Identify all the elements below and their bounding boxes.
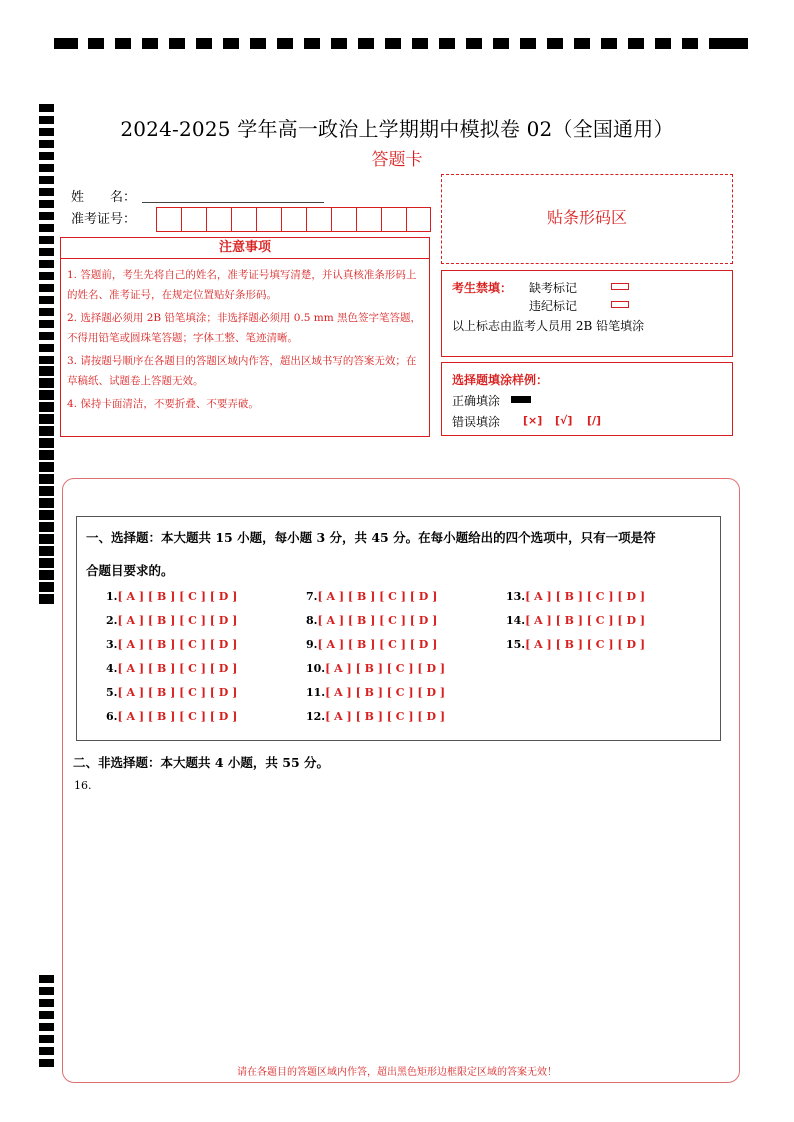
timing-mark [682,38,698,49]
timing-mark [39,510,54,518]
timing-mark [39,975,54,983]
name-label: 姓 名： [71,190,137,205]
timing-mark [709,38,725,49]
timing-mark [39,188,54,196]
question-16-label: 16. [74,779,92,792]
notice-item: 1. 答题前，考生先将自己的姓名，准考证号填写清楚，并认真核准条形码上的姓名、准考证号，在规定位置贴好条形码。 [67,269,417,301]
timing-mark [39,356,54,364]
timing-mark [493,38,509,49]
examiner-only-title: 考生禁填： [452,281,513,295]
timing-mark [39,558,54,566]
timing-mark [250,38,266,49]
wrong-fill-check: [√] [555,414,573,427]
timing-mark [39,366,54,374]
answer-card-subtitle: 答题卡 [371,150,423,170]
timing-mark [39,378,54,386]
timing-mark [39,1011,54,1019]
timing-mark [39,1023,54,1031]
notice-item: 2. 选择题必须用 2B 铅笔填涂；非选择题必须用 0.5 mm 黑色签字笔答题，不得用铅笔或圆珠笔答题；字体工整、笔迹清晰。 [67,312,422,344]
choice-row-11[interactable]: 11.[ A ] [ B ] [ C ] [ D ] [306,686,446,699]
timing-mark [39,546,54,554]
wrong-fill-slash: [/] [587,414,602,427]
timing-mark [39,570,54,578]
timing-mark [39,248,54,256]
id-digit-box[interactable] [231,207,256,232]
notice-box [60,259,430,437]
footer-warning: 请在各题目的答题区域内作答，超出黑色矩形边框限定区域的答案无效！ [237,1067,557,1078]
timing-mark [39,1035,54,1043]
timing-mark [39,212,54,220]
choice-row-14[interactable]: 14.[ A ] [ B ] [ C ] [ D ] [506,614,646,627]
timing-mark [39,534,54,542]
timing-mark [304,38,320,49]
timing-mark [39,296,54,304]
timing-mark [196,38,212,49]
timing-mark [115,38,131,49]
id-digit-box[interactable] [206,207,231,232]
timing-mark [88,38,104,49]
exam-id-boxes[interactable] [156,207,431,232]
timing-mark [39,308,54,316]
id-digit-box[interactable] [256,207,281,232]
timing-mark [601,38,617,49]
section1-heading-line1: 一、选择题：本大题共 15 小题，每小题 3 分，共 45 分。在每小题给出的四个选项中，只有一项是符 [86,530,656,545]
section2-heading: 二、非选择题：本大题共 4 小题，共 55 分。 [73,755,330,770]
timing-mark [39,582,54,590]
timing-mark [39,224,54,232]
timing-mark [39,320,54,328]
wrong-fill-label: 错误填涂 [452,415,501,429]
barcode-area: 贴条形码区 [441,174,733,264]
notice-heading: 注意事项 [60,237,430,259]
examiner-note: 以上标志由监考人员用 2B 铅笔填涂 [452,319,645,333]
choice-row-6[interactable]: 6.[ A ] [ B ] [ C ] [ D ] [106,710,238,723]
timing-mark [39,498,54,506]
timing-mark [466,38,482,49]
choice-row-5[interactable]: 5.[ A ] [ B ] [ C ] [ D ] [106,686,238,699]
timing-mark [39,999,54,1007]
question-16-answer-area[interactable] [74,796,724,1058]
timing-mark [39,486,54,494]
id-digit-box[interactable] [306,207,331,232]
timing-mark [223,38,239,49]
choice-row-15[interactable]: 15.[ A ] [ B ] [ C ] [ D ] [506,638,646,651]
timing-mark [54,38,78,49]
correct-fill-label: 正确填涂 [452,394,501,408]
multiple-choice-box [76,516,721,741]
id-digit-box[interactable] [281,207,306,232]
timing-mark [628,38,644,49]
id-digit-box[interactable] [156,207,181,232]
section1-heading-line2: 合题目要求的。 [86,563,174,578]
timing-mark [39,176,54,184]
timing-mark [39,236,54,244]
timing-mark [439,38,455,49]
timing-mark [574,38,590,49]
choice-row-8[interactable]: 8.[ A ] [ B ] [ C ] [ D ] [306,614,438,627]
id-digit-box[interactable] [381,207,406,232]
choice-row-10[interactable]: 10.[ A ] [ B ] [ C ] [ D ] [306,662,446,675]
violation-mark-label: 违纪标记 [529,299,578,313]
absent-mark-box[interactable] [611,283,629,290]
exam-id-label: 准考证号： [71,212,137,227]
timing-mark [169,38,185,49]
choice-row-13[interactable]: 13.[ A ] [ B ] [ C ] [ D ] [506,590,646,603]
timing-mark [39,284,54,292]
id-digit-box[interactable] [331,207,356,232]
id-digit-box[interactable] [181,207,206,232]
timing-mark [39,272,54,280]
choice-row-7[interactable]: 7.[ A ] [ B ] [ C ] [ D ] [306,590,438,603]
timing-mark [39,438,54,446]
top-timing-marks [54,38,748,50]
timing-mark [655,38,671,49]
notice-item: 4. 保持卡面清洁，不要折叠、不要弄破。 [67,398,259,410]
timing-mark [39,1047,54,1055]
exam-title: 2024-2025 学年高一政治上学期期中模拟卷 02（全国通用） [120,117,674,141]
timing-mark [385,38,401,49]
notice-item: 3. 请按题号顺序在各题目的答题区域内作答，超出区域书写的答案无效；在草稿纸、试题卷上答题无效。 [67,355,417,387]
name-field[interactable] [142,202,324,203]
timing-mark [39,522,54,530]
timing-mark [39,450,54,458]
timing-mark [39,462,54,470]
timing-mark [39,594,54,602]
timing-mark [39,414,54,422]
fill-sample-title: 选择题填涂样例： [452,373,549,387]
timing-mark [331,38,347,49]
timing-mark [39,402,54,410]
timing-mark [547,38,563,49]
timing-mark [39,474,54,482]
timing-mark [39,390,54,398]
timing-mark [39,344,54,352]
timing-mark [520,38,536,49]
choice-row-9[interactable]: 9.[ A ] [ B ] [ C ] [ D ] [306,638,438,651]
absent-mark-label: 缺考标记 [529,281,578,295]
violation-mark-box[interactable] [611,301,629,308]
wrong-fill-cross: [×] [523,414,543,427]
timing-mark [39,426,54,434]
timing-mark [358,38,374,49]
timing-mark [412,38,428,49]
timing-mark [724,38,748,49]
timing-mark [39,332,54,340]
choice-row-1[interactable]: 1.[ A ] [ B ] [ C ] [ D ] [106,590,238,603]
choice-row-12[interactable]: 12.[ A ] [ B ] [ C ] [ D ] [306,710,446,723]
timing-mark [39,104,54,112]
choice-row-2[interactable]: 2.[ A ] [ B ] [ C ] [ D ] [106,614,238,627]
timing-mark [142,38,158,49]
timing-mark [277,38,293,49]
timing-mark [39,260,54,268]
correct-fill-sample [511,396,531,403]
id-digit-box[interactable] [406,207,431,232]
timing-mark [39,987,54,995]
id-digit-box[interactable] [356,207,381,232]
choice-row-3[interactable]: 3.[ A ] [ B ] [ C ] [ D ] [106,638,238,651]
choice-row-4[interactable]: 4.[ A ] [ B ] [ C ] [ D ] [106,662,238,675]
timing-mark [39,200,54,208]
